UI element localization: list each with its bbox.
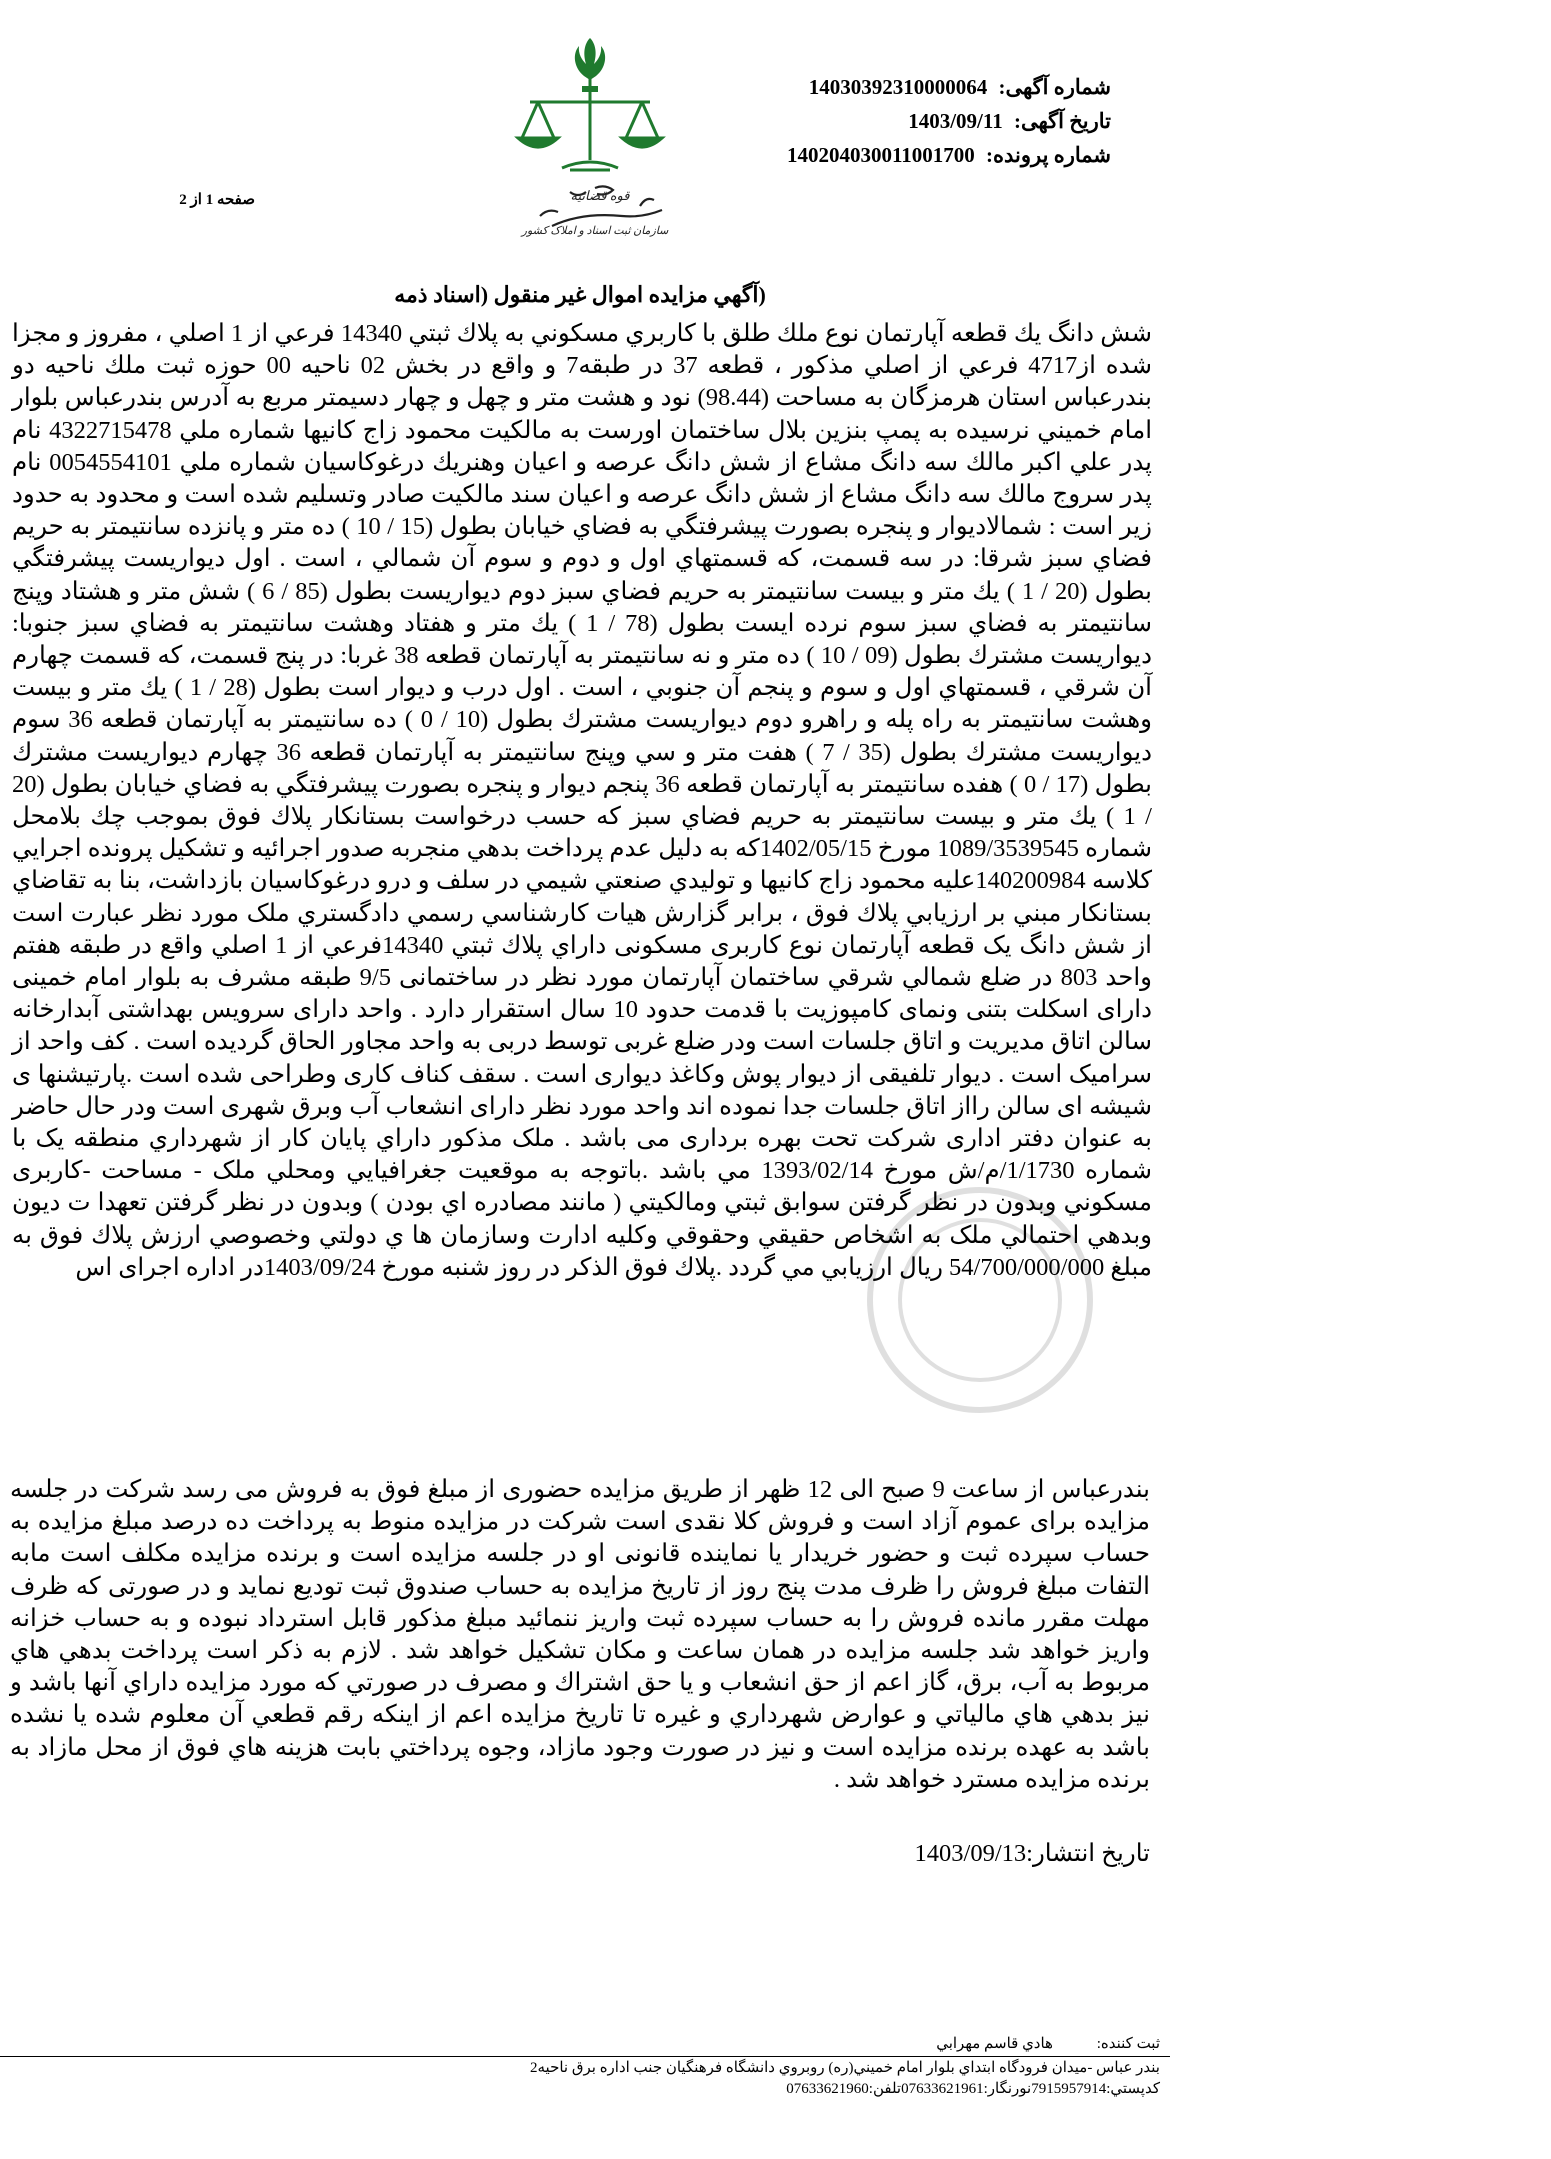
emblem-judiciary-text: قوه قضائیه	[570, 188, 630, 203]
notice-meta	[731, 70, 1111, 172]
file-number-row	[731, 138, 1111, 172]
notice-body-paragraph-2: بندرعباس از ساعت 9 صبح الى 12 ظهر از طريق مزايده حضورى از مبلغ فوق به فروش مى رسد شركت در جلسه مزايده براى عموم آزاد است و فروش كلا نقدى است شركت در مزايده منوط به پرداخت ده درصد مبلغ مزايده به حساب سپرده ثبت و حضور خريدار يا نماينده قانونى او در جلسه مزايده است و برنده مزايده مكلف است مابه التفات مبلغ فروش را ظرف مدت پنج روز از تاريخ مزايده به حساب صندوق ثبت توديع نمايد و در صورتى كه ظرف مهلت مقرر مانده فروش را به حساب سپرده ثبت واريز ننمائيد مبلغ مذكور قابل استرداد نبوده و به حساب خزانه واريز خواهد شد جلسه مزايده در همان ساعت و مكان تشكيل خواهد شد . لازم به ذكر است پرداخت بدهي هاي مربوط به آب، برق، گاز اعم از حق انشعاب و يا حق اشتراك و مصرف در صورتي كه مورد مزايده داراي آنها باشد و نيز بدهي هاي مالياتي و عوارض شهرداري و غيره تا تاريخ مزايده اعم از اينكه رقم قطعي آن معلوم شده يا نشده باشد به عهده برنده مزايده است و نيز در صورت وجود مازاد، وجوه پرداختي بابت هزينه هاي فوق از محل مازاد به برنده مزايده مسترد خواهد شد .	[10, 1476, 1150, 1793]
publish-date: 1403/09/13	[914, 1840, 1027, 1867]
notice-number-label: شماره آگهی:	[998, 75, 1111, 99]
publish-date-row	[10, 1838, 1150, 1870]
registrar-row	[760, 2034, 1160, 2053]
notice-date-label: تاریخ آگهی:	[1013, 109, 1111, 133]
footer-divider	[0, 2056, 1170, 2057]
footer-address-block	[330, 2058, 1160, 2100]
notice-body-paragraph-1: شش دانگ يك قطعه آپارتمان نوع ملك طلق با كاربري مسكوني به پلاك ثبتي 14340 فرعي از 1 اصلي ، مفروز و مجزا شده از4717 فرعي از اصلي مذكور ، قطعه 37 در طبقه7 و واقع در بخش 02 ناحيه 00 حوزه ثبت ملك ناحيه دو بندرعباس استان هرمزگان به مساحت (98.44) نود و هشت متر و چهل و چهار دسيمتر مربع به آدرس بندرعباس بلوار امام خميني نرسيده به پمپ بنزين بلال ساختمان اورست به مالكيت محمود زاج كانيها شماره ملي 4322715478 نام پدر علي اكبر مالك سه دانگ مشاع از شش دانگ عرصه و اعيان وهنريك درغوكاسيان شماره ملي 0054554101 نام پدر سروج مالك سه دانگ مشاع از شش دانگ عرصه و اعيان سند مالكيت صادر وتسليم شده است و محدود به حدود زير است : شمالاديوار و پنجره بصورت پيشرفتگي به فضاي خيابان بطول (15 / 10 ) ده متر و پانزده سانتيمتر به حريم فضاي سبز شرقا: در سه قسمت، كه قسمتهاي اول و دوم و سوم آن شمالي ، است . اول ديواريست پيشرفتگي بطول (20 / 1 ) يك متر و بيست سانتيمتر به حريم فضاي سبز دوم ديواريست بطول (85 / 6 ) شش متر و هشتاد وپنج سانتيمتر به فضاي سبز سوم نرده ايست بطول (78 / 1 ) يك متر و هفتاد وهشت سانتيمتر به فضاي سبز جنوبا: ديواريست مشترك بطول (09 / 10 ) ده متر و نه سانتيمتر به آپارتمان قطعه 38 غربا: در پنج قسمت، كه قسمت چهارم آن شرقي ، قسمتهاي اول و سوم و پنجم آن جنوبي ، است . اول درب و ديوار است بطول (28 / 1 ) يك متر و بيست وهشت سانتيمتر به راه پله و راهرو دوم ديواريست مشترك بطول (10 / 0 ) ده سانتيمتر به آپارتمان قطعه 36 سوم ديواريست مشترك بطول (35 / 7 ) هفت متر و سي وپنج سانتيمتر به آپارتمان قطعه 36 چهارم ديواريست مشترك بطول (17 / 0 ) هفده سانتيمتر به آپارتمان قطعه 36 پنجم ديوار و پنجره بصورت پيشرفتگي به فضاي خيابان بطول (20 / 1 ) يك متر و بيست سانتيمتر به حريم فضاي سبز كه حسب درخواست بستانكار پلاك فوق بموجب چك بلامحل شماره 1089/3539545 مورخ 1402/05/15كه به دليل عدم پرداخت بدهي منجربه صدور اجرائيه و تشكيل پرونده اجرايي كلاسه 140200984عليه محمود زاج كانيها و توليدي صنعتي شيمي در سلف و درو درغوكاسيان بازداشت، بنا به تقاضاي بستانكار مبني بر ارزيابي پلاك فوق ، برابر گزارش هيات كارشناسي رسمي دادگستري ملک مورد نظر عبارت است از شش دانگ يک قطعه آپارتمان نوع کاربری مسکونی داراي پلاك ثبتي 14340فرعي از 1 اصلي واقع در طبقه هفتم واحد 803 در ضلع شمالي شرقي ساختمان آپارتمان مورد نظر در ساختمانی 9/5 طبقه مشرف به بلوار امام خمینی دارای اسكلت بتنی ونمای كامپوزيت با قدمت حدود 10 سال استقرار دارد . واحد دارای سرويس بهداشتی آبدارخانه سالن اتاق مديريت و اتاق جلسات است ودر ضلع غربی توسط دربی به واحد مجاور الحاق گرديده است . كف واحد از سراميک است . ديوار تلفيقی از ديوار پوش وكاغذ ديواری است . سقف كناف كاری وطراحی شده است .پارتيشنها ی شيشه ای سالن رااز اتاق جلسات جدا نموده اند واحد مورد نظر دارای انشعاب آب وبرق شهری است ودر حال حاضر به عنوان دفتر اداری شركت تحت بهره برداری می باشد . ملک مذكور داراي پايان كار از شهرداري منطقه يک با شماره 1/1730/م/ش مورخ 1393/02/14 مي باشد .باتوجه به موقعيت جغرافيايي ومحلي ملک - مساحت -كاربری مسكوني وبدون در نظر گرفتن سوابق ثبتي ومالكيتي ( مانند مصادره اي بودن ) وبدون در نظر گرفتن تعهدا ت ديون وبدهي احتمالي ملک به اشخاص حقيقي وحقوقي وكليه ادارت وسازمان ها ي دولتي وخصوصي ارزش پلاك فوق به مبلغ 54/700/000/000 ريال ارزيابي مي گردد .پلاك فوق الذكر در روز شنبه مورخ 1403/09/24در اداره اجراى اس	[12, 320, 1153, 1281]
footer-address: بندر عباس -ميدان فرودگاه ابتداي بلوار امام خميني(ره) روبروي دانشگاه فرهنگيان جنب اداره برق ناحيه2	[530, 2060, 1160, 2076]
notice-date: 1403/09/11	[908, 109, 1003, 133]
file-number: 140204030011001700	[786, 143, 975, 167]
publish-date-label: تاريخ انتشار:	[1026, 1840, 1150, 1867]
notice-title: (آگهي مزايده اموال غير منقول (اسناد ذمه	[394, 282, 766, 307]
watermark-seal-icon	[860, 1180, 1100, 1420]
registrar-name: هادي قاسم مهرابي	[936, 2036, 1053, 2052]
judiciary-emblem-icon	[500, 30, 680, 240]
registrar-label: ثبت كننده:	[1096, 2036, 1160, 2052]
file-number-label: شماره پرونده:	[986, 143, 1111, 167]
footer-contact: كدپستي:7915957914نورنگار:07633621961تلفن:07633621960	[786, 2081, 1160, 2097]
notice-number-row	[731, 70, 1111, 104]
notice-number: 14030392310000064	[808, 75, 988, 99]
notice-date-row	[731, 104, 1111, 138]
page-count: صفحه 1 از 2	[179, 192, 255, 208]
emblem-organization-text: سازمان ثبت اسناد و املاک کشور	[521, 225, 669, 237]
